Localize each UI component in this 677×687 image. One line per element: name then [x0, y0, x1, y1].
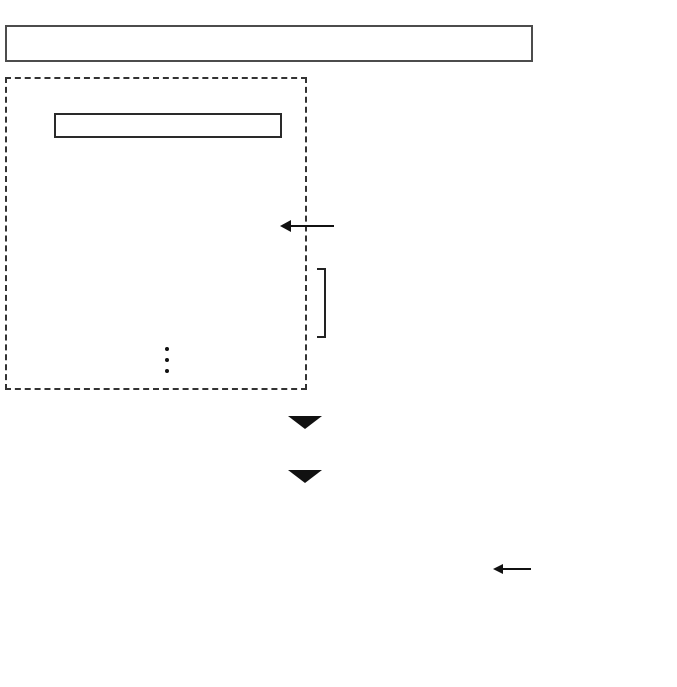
process-box — [54, 113, 282, 138]
missing-callout-line — [290, 225, 334, 227]
down-arrow-icon — [288, 404, 322, 429]
ellipsis-dots-icon — [165, 347, 169, 373]
edit-command-box — [5, 25, 533, 62]
prf-trace-panel — [5, 77, 307, 390]
range-bracket — [317, 268, 326, 338]
down-arrow-icon — [288, 458, 322, 483]
annotation-line — [502, 568, 531, 570]
